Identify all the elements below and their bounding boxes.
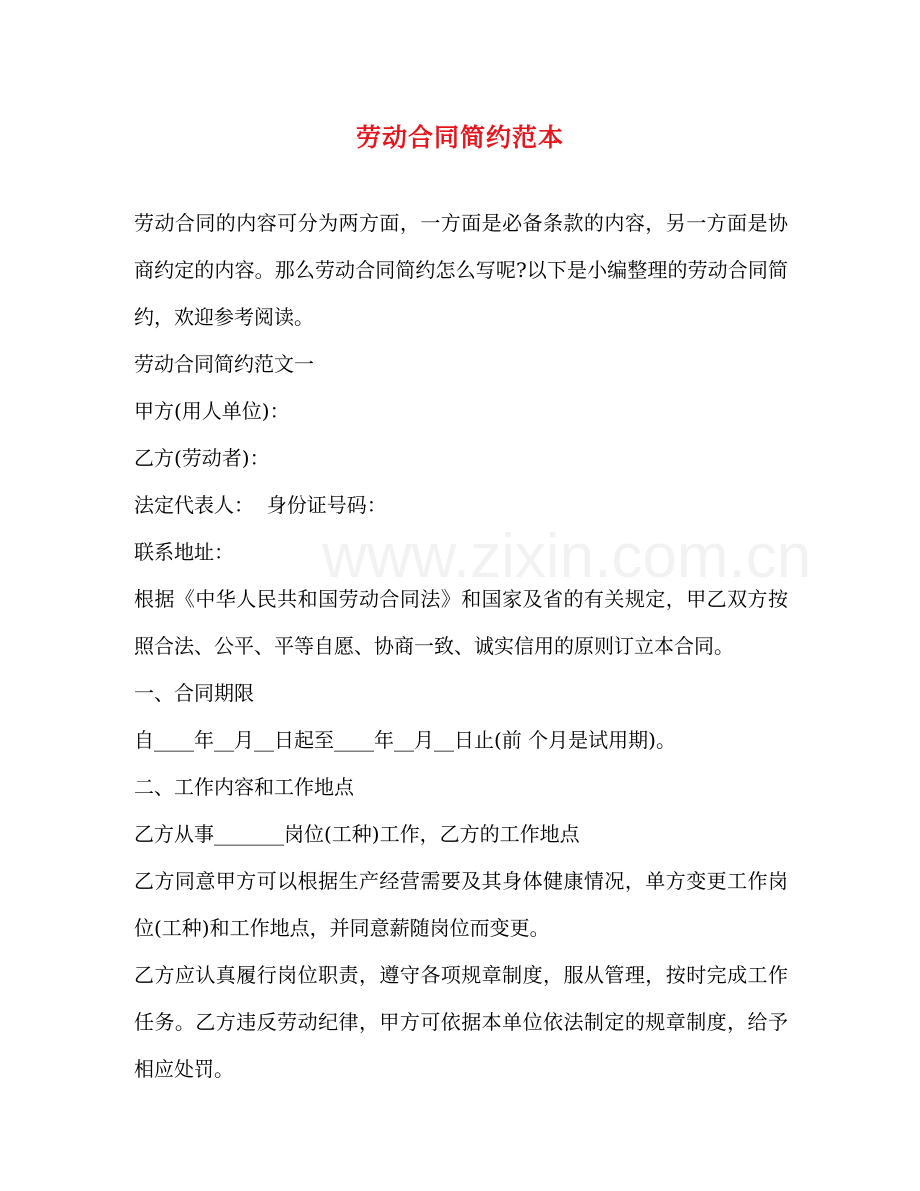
party-b-field: 乙方(劳动者)： [134,446,270,470]
contract-period-line: 自____年__月__日起至____年__月__日止(前 个月是试用期)。 [134,728,676,752]
intro-paragraph: 劳动合同的内容可分为两方面，一方面是必备条款的内容，另一方面是协商约定的内容。那么劳动合同简约怎么写呢?以下是小编整理的劳动合同简约，欢迎参考阅读。 [134,211,788,329]
party-a-field: 甲方(用人单位)： [134,399,290,423]
body-paragraph: 乙方应认真履行岗位职责，遵守各项规章制度，服从管理，按时完成工作任务。乙方违反劳动纪律，甲方可依据本单位依法制定的规章制度，给予相应处罚。 [134,963,788,1081]
legal-basis-paragraph: 根据《中华人民共和国劳动合同法》和国家及省的有关规定，甲乙双方按照合法、公平、平等自愿、协商一致、诚实信用的原则订立本合同。 [134,587,788,658]
body-paragraph: 乙方同意甲方可以根据生产经营需要及其身体健康情况，单方变更工作岗位(工种)和工作地点，并同意薪随岗位而变更。 [134,869,788,940]
clause-heading: 二、工作内容和工作地点 [134,775,354,799]
document-body [134,200,812,1093]
clause-heading: 一、合同期限 [134,681,254,705]
watermark: www.zixin.com.cn [322,522,812,591]
address-field: 联系地址： [134,540,234,564]
document-title: 劳动合同简约范本 [355,123,564,152]
section-heading: 劳动合同简约范文一 [134,352,314,376]
job-position-line: 乙方从事_______岗位(工种)工作，乙方的工作地点 [134,822,580,846]
legal-rep-field: 法定代表人： 身份证号码： [134,493,387,517]
